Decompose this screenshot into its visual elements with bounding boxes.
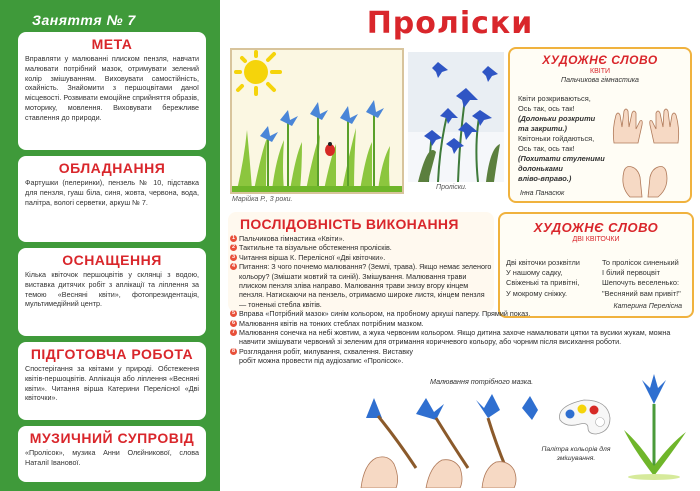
card-osnashchennia-title: ОСНАЩЕННЯ (62, 252, 162, 268)
left-panel (0, 0, 220, 491)
hs1-title: ХУДОЖНЄ СЛОВО (542, 53, 658, 67)
card-obladnannia-title: ОБЛАДНАННЯ (58, 160, 166, 176)
brush-strokes-illustration (356, 388, 546, 488)
sequence-step (230, 253, 492, 262)
hs2-poem-line: Шепочуть веселенько: (602, 278, 680, 288)
step-number-badge: 1 (231, 235, 236, 241)
hs2-poem-line: У мокрому сніжку. (506, 288, 567, 298)
step-number-badge: 2 (231, 244, 236, 251)
card-osnashchennia (18, 248, 206, 336)
lesson-label: Заняття № 7 (32, 12, 136, 28)
open-hands-icon (608, 103, 684, 145)
hs1-subtitle: КВІТИ (590, 68, 610, 75)
hs1-poem (518, 94, 605, 184)
hs2-poem-line: Свіженькі та привітні, (506, 278, 580, 288)
sequence-title: ПОСЛІДОВНІСТЬ ВИКОНАННЯ (240, 216, 459, 232)
step-number-badge: 8 (231, 347, 236, 354)
card-meta (18, 32, 206, 150)
card-obladnannia-text: Фартушки (пелеринки), пензель № 10, підставка для пензля, гуаш біла, синя, жовта, червона, вода, палітра, вологі серветки, аркуш № 7. (25, 178, 199, 207)
closed-hands-icon (610, 161, 682, 199)
child-drawing-image (230, 48, 404, 194)
hs2-poem-line: То пролісок синенький (602, 258, 679, 267)
step-number-badge: 6 (231, 319, 236, 326)
step-text: Вправа «Потрібний мазок» синім кольором, на пробному аркуші паперу. Прямий показ. (239, 309, 531, 319)
hudozhnie-slovo-1 (508, 47, 692, 203)
sequence-step (230, 309, 610, 318)
step-number-badge: 7 (231, 329, 236, 336)
hs1-author: Інна Панасюк (520, 190, 565, 197)
photo-caption: Проліски. (436, 184, 467, 191)
step-text: Малювання квітів на тонких стеблах потрібним мазком. (239, 318, 424, 328)
step-text: Читання вірша К. Перелісної «Дві квіточки». (239, 252, 386, 262)
hs1-poem-line: вліво-вправо.) (518, 174, 572, 183)
snowdrop-illustration (614, 370, 694, 480)
hs2-poem-line: "Весняний вам привіт!" (602, 288, 681, 298)
card-muzychnyi (18, 426, 206, 482)
card-pidhotovcha-text: Спостерігання за квітами у природі. Обстеження квітів-першоцвітів. Аплікація або ліплення «Весняні квіти». Читання вірша Катерини Перелісної «Дві квіточки». (25, 364, 199, 403)
sequence-step (230, 319, 610, 328)
step-text: Питання: З чого почнемо малювання? (Землі, трава). Якщо немає зеленого кольору? (Змішати жовтий та синій). Змішування. Малювання трави плиском пензля зліва направо. Малювання трави знизу вгору кінцем пензля. Натискаючи на пензель, отримаємо широке листя, кінцем пензля — тоненькі стебла квітів. (239, 262, 492, 309)
step-number-badge: 4 (231, 263, 236, 270)
step-text: Тактильне та візуальне обстеження пролісків. (239, 243, 392, 253)
palette-icon (556, 398, 612, 438)
sequence-step (230, 328, 692, 347)
hs2-poem-line: У нашому садку, (506, 268, 563, 278)
hs1-poem-line: та закрити.) (518, 124, 567, 133)
step-text: Малювання сонечка на небі жовтим, а жука червоним кольором. Якщо дитина захоче намалювати цятки та вусики жукам, можна навчити змішувати червоний зі зеленим для отримання коричневого кольору, або чорним після висихання роботи. (239, 328, 671, 347)
hs1-poem-line: Квіти розкриваються, (518, 94, 591, 103)
sequence-step (230, 234, 492, 243)
step-number-badge: 3 (231, 253, 236, 260)
card-muzychnyi-title: МУЗИЧНИЙ СУПРОВІД (29, 430, 195, 446)
mazok-caption: Малювання потрібного мазка. (430, 377, 534, 386)
page-title: Проліски (366, 6, 534, 41)
sequence-steps (230, 234, 692, 366)
photo-svg (408, 52, 504, 182)
hs1-poem-line: Ось так, ось так! (518, 144, 575, 153)
hs2-poem-line: Дві квіточки розквітли (506, 258, 580, 267)
hs1-poem-line: (Похитати стуленими (518, 154, 605, 163)
hs1-poem-line: Квітоньки гойдаються, (518, 134, 595, 143)
card-meta-title: МЕТА (91, 36, 133, 52)
hs1-poem-line: долоньками (518, 164, 563, 173)
sequence-step (230, 262, 492, 309)
palette-caption: Палітра кольорів для змішування. (541, 446, 611, 462)
hs1-poem-line: (Долоньки розкрити (518, 114, 596, 123)
card-pidhotovcha (18, 342, 206, 420)
drawing-caption: Марійка Р., 3 роки. (232, 196, 293, 203)
card-osnashchennia-text: Кілька квіточок першоцвітів у склянці з водою, виставка дитячих робіт з аплікації та ліплення за темою «Весняні квіти», фотопрезидентація, мультимедійний центр. (25, 270, 199, 309)
hs2-title: ХУДОЖНЄ СЛОВО (533, 220, 659, 235)
card-pidhotovcha-title: ПІДГОТОВЧА РОБОТА (30, 346, 194, 362)
step-text: Пальчикова гімнастика «Квіти». (239, 234, 345, 243)
hs2-poem-line: І білий первоцвіт (602, 268, 660, 278)
hs2-subtitle: ДВІ КВІТОЧКИ (572, 236, 620, 243)
hs1-poem-line: Ось так, ось так! (518, 104, 575, 113)
sequence-step (230, 243, 492, 252)
step-number-badge: 5 (231, 310, 236, 317)
snowdrop-photo (408, 52, 504, 182)
step-text: Розглядання робіт, милування, схвалення. Виставку робіт можна провести під аудіозапис «Пролісок». (239, 346, 413, 366)
card-obladnannia (18, 156, 206, 242)
card-meta-text: Вправляти у малюванні плиском пензля, навчати малювати потрібний мазок, отримувати зелений колір змішуванням. Виховувати самостійність, охайність. Знайомити з першоцвітами даної місцевості. Розвивати емоційне сприйняття образів, моторику, мовлення. Виховувати бережливе ставлення до природи. (25, 54, 199, 122)
child-drawing-svg (232, 50, 404, 194)
hs2-author: Катерина Перелісна (613, 303, 682, 310)
sequence-step (230, 347, 420, 366)
card-muzychnyi-text: «Пролісок», музика Анни Олєйникової, слова Наталії Іванової. (25, 448, 199, 467)
hs1-subtitle2: Пальчикова гімнастика (561, 77, 639, 84)
